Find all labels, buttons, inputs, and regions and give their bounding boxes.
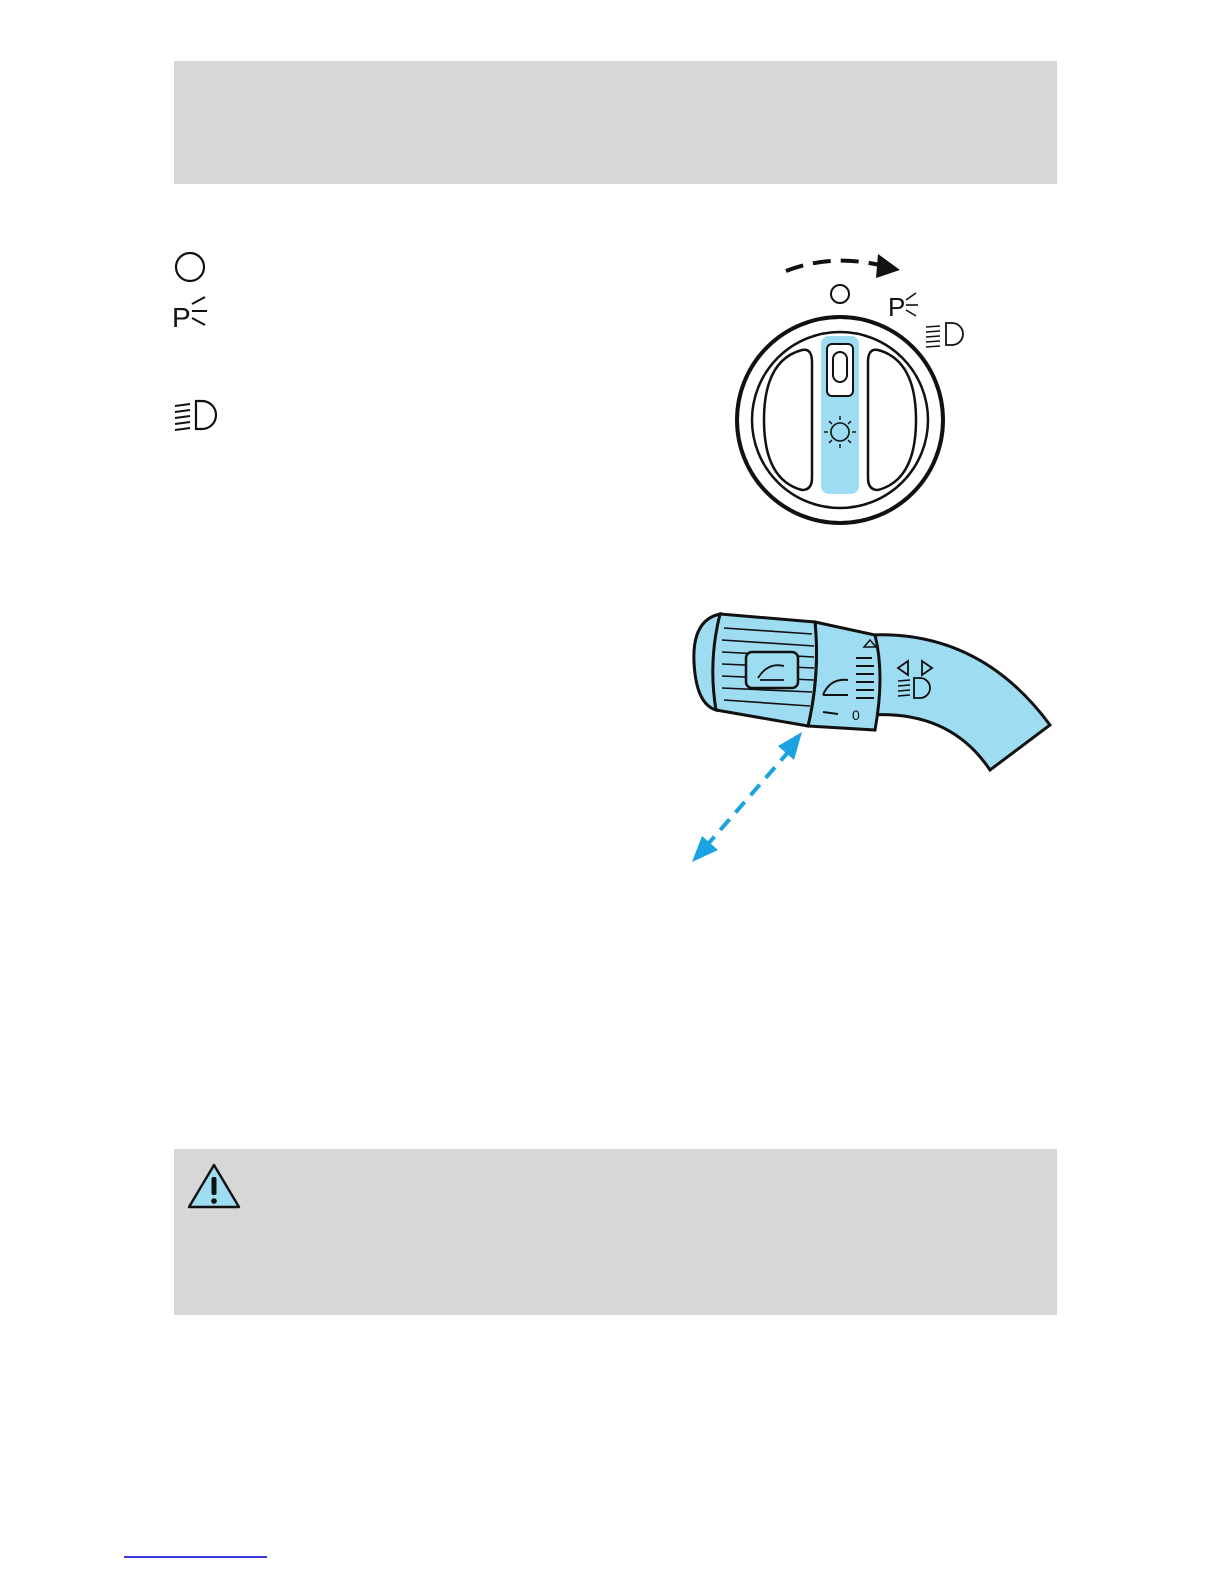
footer-link-underline[interactable] xyxy=(124,1556,267,1558)
parking-ray-3 xyxy=(906,310,916,316)
multifunction-lever-illustration xyxy=(680,600,1060,875)
washer-button-icon xyxy=(746,652,798,688)
pull-push-arrow-shaft xyxy=(708,750,790,844)
rotation-arrowhead xyxy=(876,254,900,278)
parking-position-letter: P xyxy=(888,292,906,322)
legend-off-icon xyxy=(172,250,208,286)
wiper-off-label: 0 xyxy=(852,707,860,723)
headlamp-switch-illustration xyxy=(720,240,1000,545)
legend-parking-lamps-icon xyxy=(172,293,216,333)
parking-ray-1 xyxy=(906,293,916,300)
legend-headlamps-icon xyxy=(172,398,220,434)
off-position-icon xyxy=(831,285,849,303)
wiper-collar xyxy=(808,622,880,730)
lever-stalk xyxy=(870,635,1050,770)
rotation-arrow xyxy=(786,261,880,271)
warning-triangle-icon xyxy=(186,1161,242,1216)
pull-push-arrowhead-top xyxy=(778,732,802,760)
header-bar xyxy=(174,61,1057,184)
headlamp-position-icon xyxy=(926,323,963,347)
parking-letter: P xyxy=(172,302,191,333)
warning-box xyxy=(174,1149,1057,1315)
